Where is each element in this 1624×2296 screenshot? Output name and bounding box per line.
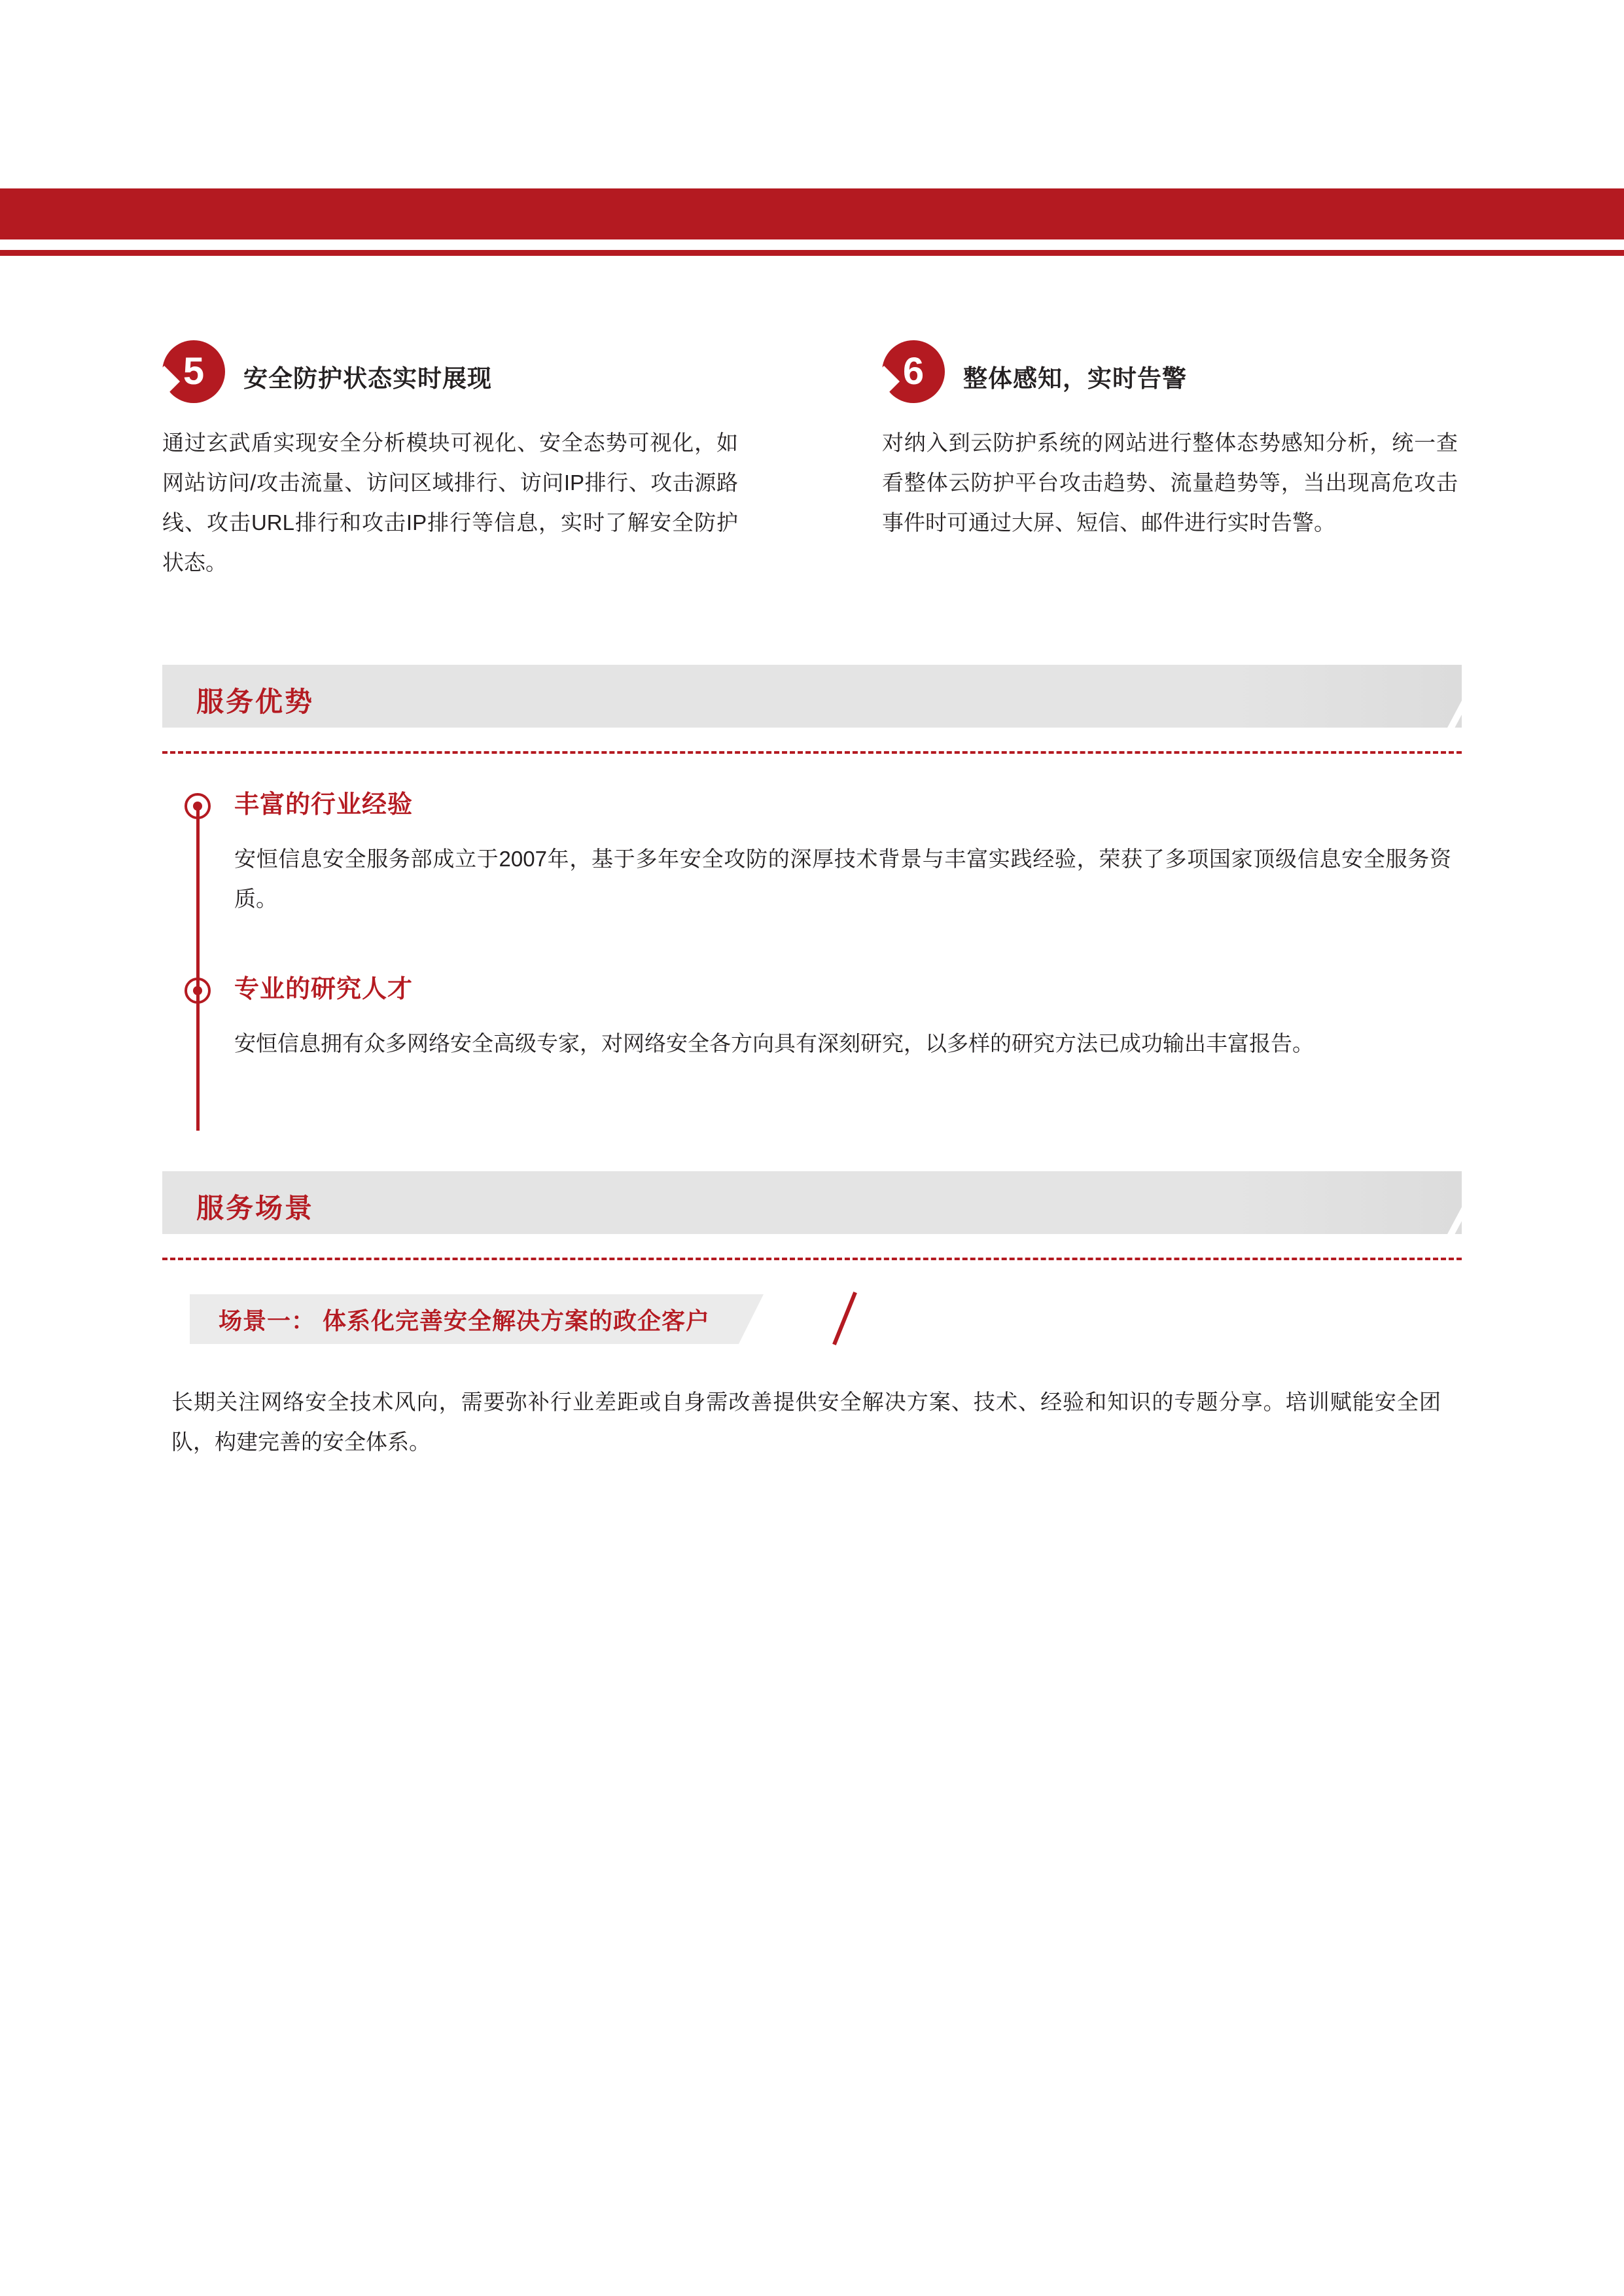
scenario-slash-decoration bbox=[832, 1292, 857, 1345]
dashed-divider-advantage bbox=[162, 751, 1462, 754]
section-band-advantage bbox=[162, 665, 1462, 728]
scenario-tag bbox=[190, 1294, 739, 1344]
feature-body-text: 通过玄武盾实现安全分析模块可视化、安全态势可视化，如网站访问/攻击流量、访问区域排行、访问IP排行、攻击源路线、攻击URL排行和攻击IP排行等信息，实时了解安全防护状态。 bbox=[162, 431, 738, 575]
section-title: 服务场景 bbox=[196, 1193, 315, 1224]
section-title: 服务优势 bbox=[196, 686, 315, 717]
advantage-title: 丰富的行业经验 bbox=[234, 791, 414, 819]
feature-body-text: 对纳入到云防护系统的网站进行整体态势感知分析，统一查看整体云防护平台攻击趋势、流量趋势等，当出现高危攻击事件时可通过大屏、短信、邮件进行实时告警。 bbox=[882, 431, 1458, 535]
advantage-header bbox=[162, 792, 1462, 830]
target-bullet-icon bbox=[185, 793, 211, 819]
advantage-header bbox=[162, 976, 1462, 1014]
dashed-divider-scenario bbox=[162, 1258, 1462, 1260]
advantage-item bbox=[162, 976, 1462, 1063]
feature-block-6 bbox=[882, 340, 1471, 542]
feature-title: 安全防护状态实时展现 bbox=[243, 365, 492, 392]
feature-header bbox=[162, 340, 751, 412]
advantage-item bbox=[162, 792, 1462, 919]
advantage-text: 安恒信息安全服务部成立于2007年，基于多年安全攻防的深厚技术背景与丰富实践经验，荣获了多项国家顶级信息安全服务资质。 bbox=[234, 847, 1451, 911]
feature-number-badge: 5 bbox=[162, 340, 225, 403]
advantage-title: 专业的研究人才 bbox=[234, 976, 414, 1003]
scenario-text: 长期关注网络安全技术风向，需要弥补行业差距或自身需改善提供安全解决方案、技术、经验和知识的专题分享。培训赋能安全团队，构建完善的安全体系。 bbox=[171, 1390, 1441, 1455]
feature-number-badge: 6 bbox=[882, 340, 945, 403]
target-bullet-icon bbox=[185, 978, 211, 1004]
band-corner-decoration bbox=[1403, 1171, 1462, 1234]
band-corner-decoration bbox=[1403, 665, 1462, 728]
scenario-label: 场景一： 体系化完善安全解决方案的政企客户 bbox=[219, 1307, 711, 1334]
feature-block-5 bbox=[162, 340, 751, 582]
advantage-text: 安恒信息拥有众多网络安全高级专家，对网络安全各方向具有深刻研究，以多样的研究方法已成功输出丰富报告。 bbox=[234, 1031, 1314, 1055]
feature-header bbox=[882, 340, 1471, 412]
section-band-scenario bbox=[162, 1171, 1462, 1234]
feature-title: 整体感知，实时告警 bbox=[963, 365, 1187, 392]
